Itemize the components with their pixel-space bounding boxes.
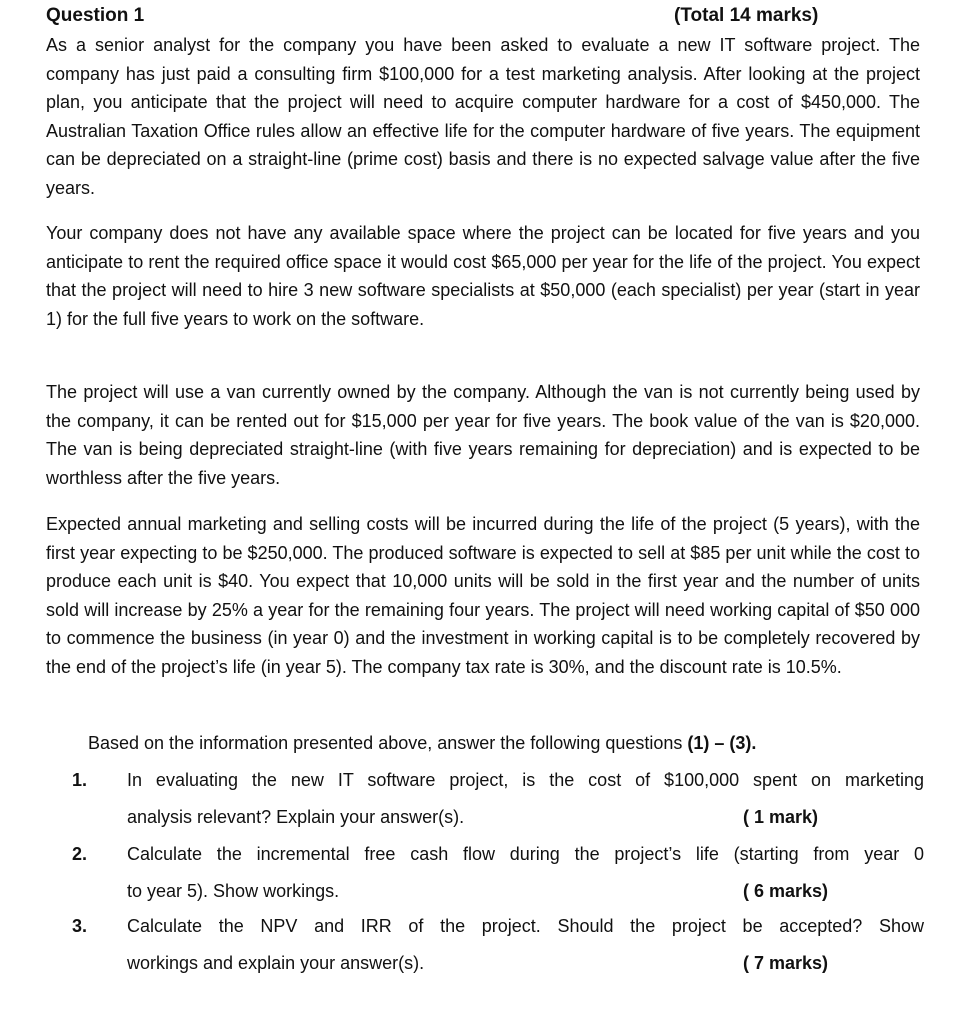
paragraph-van: The project will use a van currently owned by the company. Although the van is not currently being used by the company, it can be rented out for $15,000 per year for five years. The book value of the van is $20,000. The van is being depreciated straight-line (with five years remaining for depreciation) and is expected to be worthless after the five years.: [46, 382, 920, 488]
question-title: Question 1: [46, 5, 145, 26]
paragraph-sales-and-capital: Expected annual marketing and selling costs will be incurred during the life of the project (5 years), with the first year expecting to be $250,000. The produced software is expected to sell at $85 per unit while the cost to produce each unit is $40. You expect that 10,000 units will be sold in the first year and the number of units sold will increase by 25% a year for the remaining four years. The project will need working capital of $50 000 to commence the business (in year 0) and the investment in working capital is to be completely recovered by the end of the project’s life (in year 5). The company tax rate is 30%, and the discount rate is 10.5%.: [46, 514, 920, 677]
instruction-body: Based on the information presented above, answer the following questions: [88, 733, 683, 753]
instruction-range: (1) – (3).: [687, 733, 757, 753]
instruction-text: [88, 729, 756, 757]
total-marks: (Total 14 marks): [674, 5, 819, 26]
question-text-line2: workings and explain your answer(s).: [127, 953, 425, 973]
question-text-line2: to year 5). Show workings.: [127, 881, 340, 901]
question-text-line1: In evaluating the new IT software project, is the cost of $100,000 spent on marketing: [127, 770, 924, 790]
question-marks: ( 1 mark): [743, 807, 819, 827]
question-text-line1: Calculate the NPV and IRR of the project. Should the project be accepted? Show: [127, 916, 924, 936]
paragraph-project-overview: As a senior analyst for the company you have been asked to evaluate a new IT software project. The company has just paid a consulting firm $100,000 for a test marketing analysis. After looking at the project plan, you anticipate that the project will need to acquire computer hardware for a cost of $450,000. The Australian Taxation Office rules allow an effective life for the computer hardware of five years. The equipment can be depreciated on a straight-line (prime cost) basis and there is no expected salvage value after the five years.: [46, 35, 920, 198]
question-text-line2: analysis relevant? Explain your answer(s).: [127, 807, 465, 827]
question-marks: ( 7 marks): [743, 953, 829, 973]
question-number: 1.: [72, 770, 88, 790]
question-number: 2.: [72, 844, 88, 864]
question-number: 3.: [72, 916, 88, 936]
question-marks: ( 6 marks): [743, 881, 829, 901]
paragraph-office-and-staff: Your company does not have any available space where the project can be located for five years and you anticipate to rent the required office space it would cost $65,000 per year for the life of the project. You expect that the project will need to hire 3 new software specialists at $50,000 (each specialist) per year (start in year 1) for the full five years to work on the software.: [46, 223, 920, 329]
question-heading: [46, 3, 846, 29]
question-text-line1: Calculate the incremental free cash flow during the project’s life (starting from year 0: [127, 844, 924, 864]
